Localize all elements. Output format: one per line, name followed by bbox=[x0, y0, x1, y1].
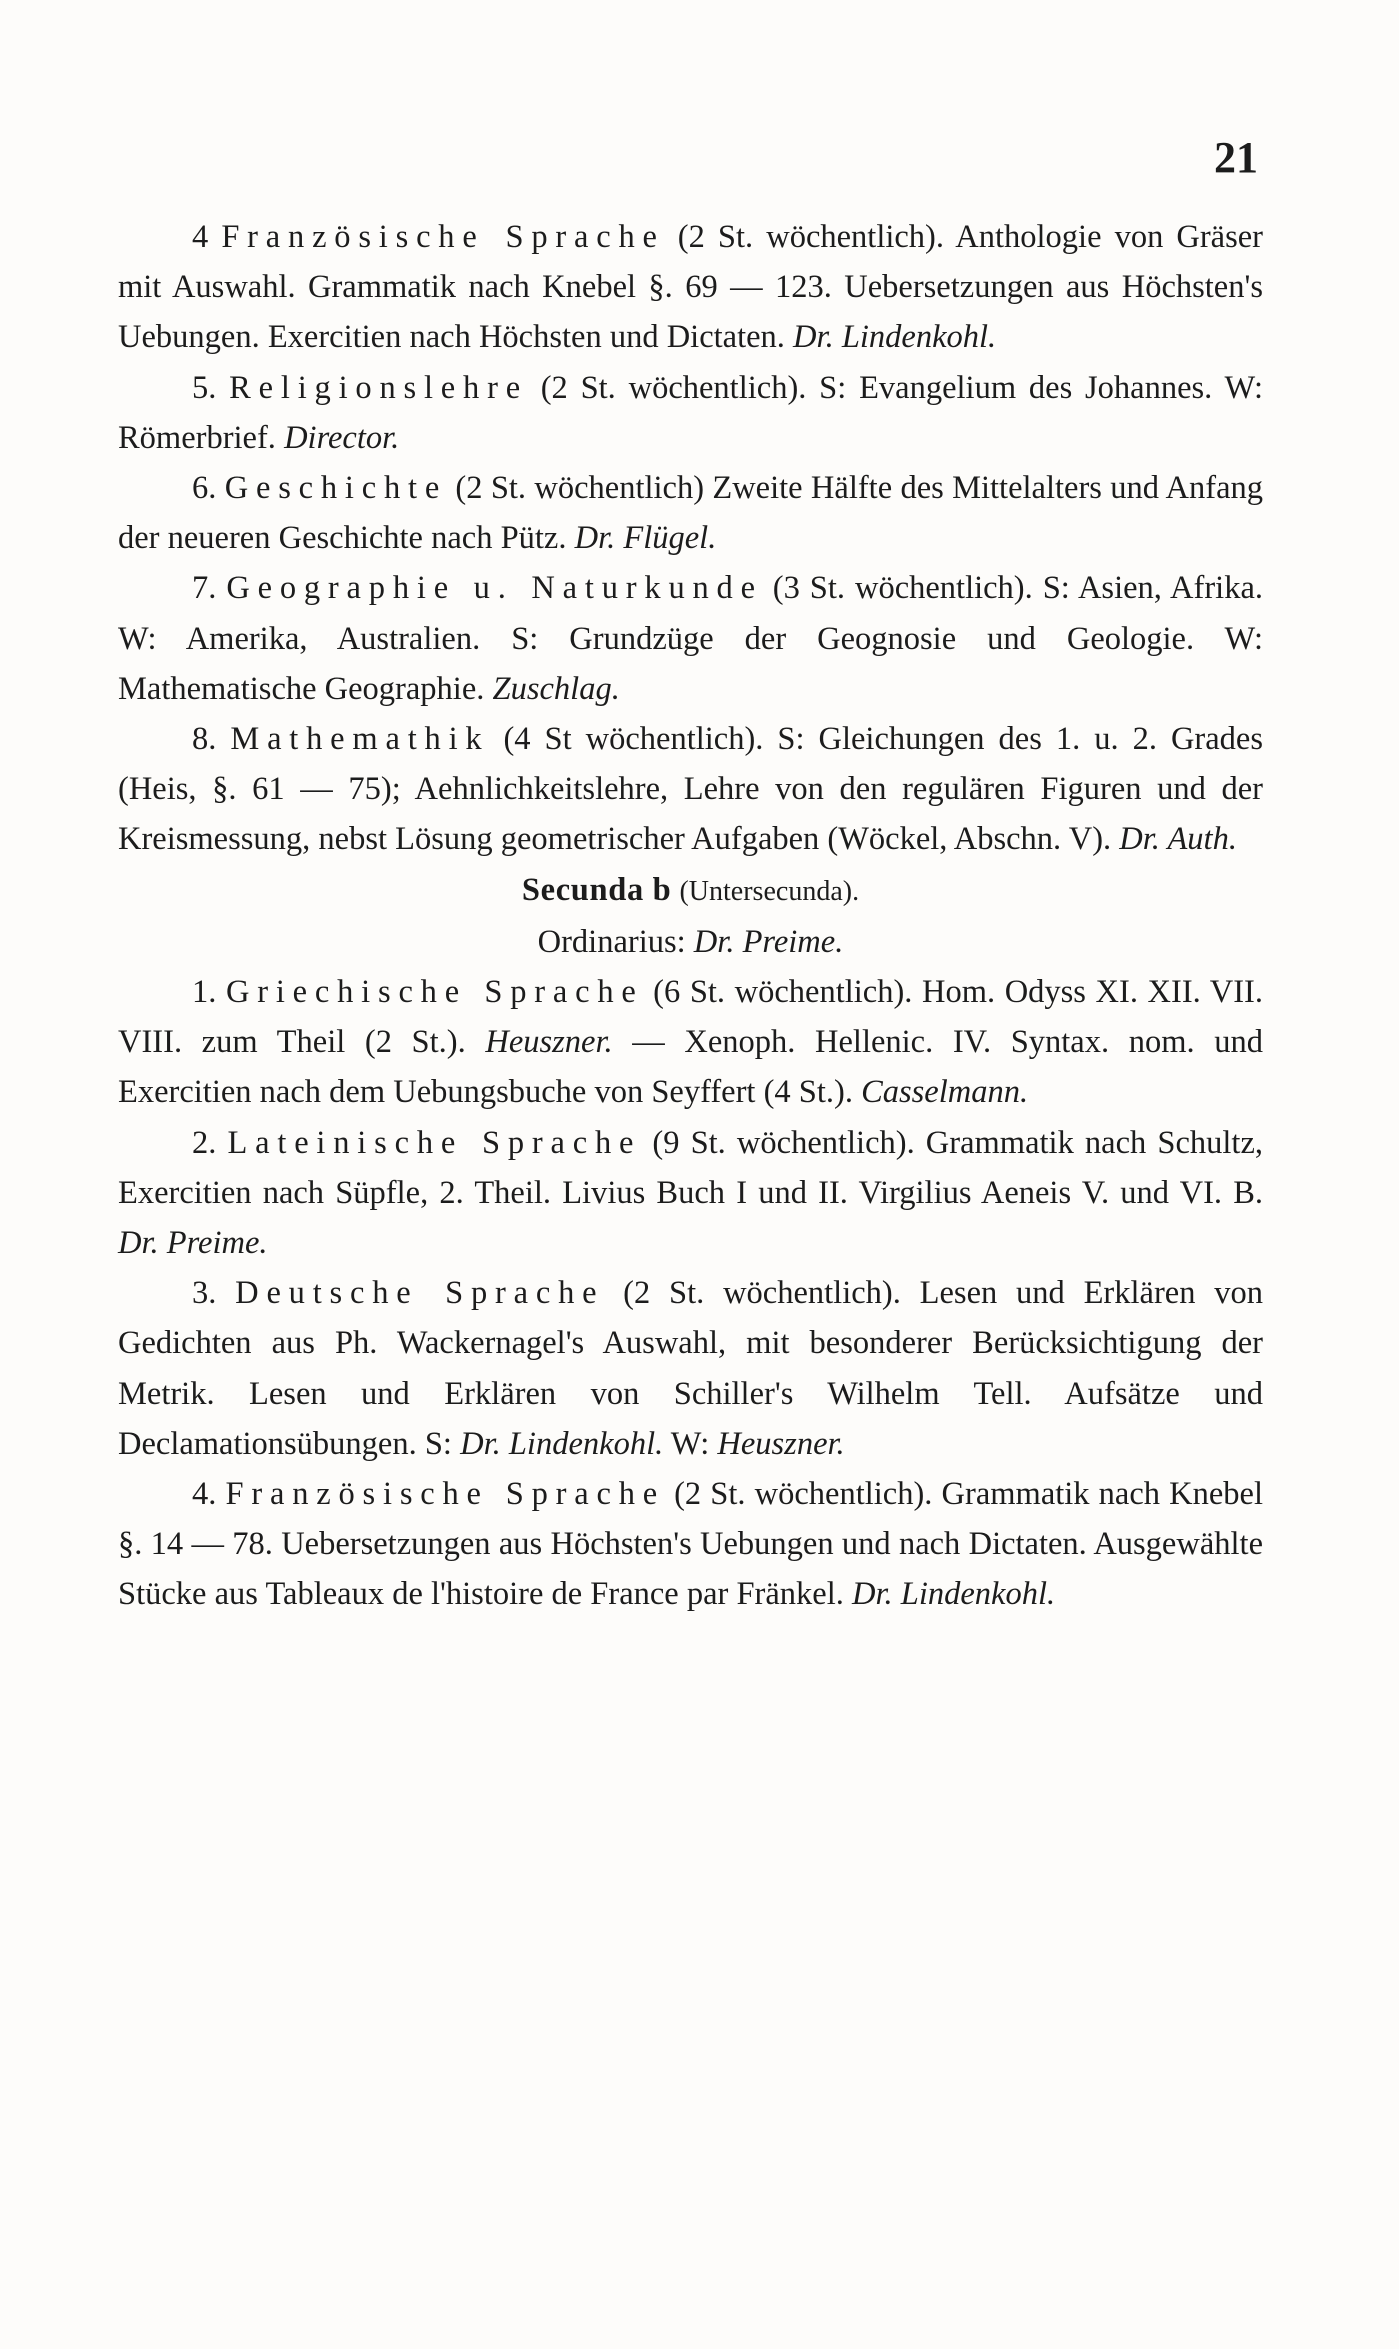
list-item-geography: 7. Geographie u. Naturkunde (3 St. wöchentlich). S: Asien, Afrika. W: Amerika, Australien. S: Grundzüge der Geognosie und Geologie. W: Mathematische Geographie. Zuschlag. bbox=[118, 570, 1264, 707]
teacher-name: Heuszner. bbox=[485, 1024, 613, 1061]
section-subtitle: (Untersecunda). bbox=[679, 875, 860, 907]
subject-title: Lateinische Sprache bbox=[227, 1124, 642, 1161]
page-number: 21 bbox=[1214, 133, 1258, 182]
teacher-name: Dr. Lindenkohl. bbox=[460, 1425, 664, 1462]
list-item-mathematics: 8. Mathemathik (4 St wöchentlich). S: Gleichungen des 1. u. 2. Grades (Heis, §. 61 — 75); Aehnlichkeitslehre, Lehre von den regulären Figuren und der Kreismessung, nebst Lösung geometrischer Aufgaben (Wöckel, Abschn. V). Dr. Auth. bbox=[118, 721, 1264, 858]
list-item-greek: 1. Griechische Sprache (6 St. wöchentlich). Hom. Odyss XI. XII. VII. VIII. zum Theil (2 St.). Heuszner. — Xenoph. Hellenic. IV. Syntax. nom. und Exercitien nach dem Uebungsbuche von Seyffert (4 St.). Casselmann. bbox=[118, 974, 1263, 1111]
section-heading bbox=[118, 865, 1263, 917]
teacher-name: Dr. Lindenkohl. bbox=[852, 1576, 1056, 1613]
page-text bbox=[118, 212, 1263, 1620]
subject-title: Griechische Sprache bbox=[225, 974, 644, 1011]
teacher-name: Heuszner. bbox=[717, 1425, 845, 1462]
teacher-name: Casselmann. bbox=[861, 1074, 1029, 1111]
teacher-name: Director. bbox=[284, 419, 400, 456]
teacher-name: Dr. Preime. bbox=[118, 1225, 268, 1262]
subject-title: Geographie u. Naturkunde bbox=[226, 570, 763, 607]
teacher-name: Dr. Flügel. bbox=[574, 520, 717, 557]
list-item-religion: 5. Religionslehre (2 St. wöchentlich). S: Evangelium des Johannes. W: Römerbrief. Director. bbox=[118, 369, 1264, 456]
subject-title: Französische Sprache bbox=[225, 1476, 665, 1513]
ordinarius-name: Dr. Preime. bbox=[693, 923, 844, 960]
ordinarius-label: Ordinarius: bbox=[537, 923, 686, 960]
list-item-french-secunda: 4. Französische Sprache (2 St. wöchentlich). Grammatik nach Knebel §. 14 — 78. Uebersetzungen aus Höchsten's Uebungen und nach Dictaten. Ausgewählte Stücke aus Tableaux de l'histoire de France par Fränkel. Dr. Lindenkohl. bbox=[118, 1476, 1263, 1613]
teacher-name: Dr. Auth. bbox=[1119, 821, 1237, 858]
subject-title: Religionslehre bbox=[229, 369, 528, 406]
subject-title: Deutsche Sprache bbox=[235, 1275, 605, 1312]
list-item-german: 3. Deutsche Sprache (2 St. wöchentlich). Lesen und Erklären von Gedichten aus Ph. Wackernagel's Auswahl, mit besonderer Berücksichtigung der Metrik. Lesen und Erklären von Schiller's Wilhelm Tell. Aufsätze und Declamationsübungen. S: Dr. Lindenkohl. W: Heuszner. bbox=[118, 1275, 1264, 1462]
subject-title: Geschichte bbox=[224, 470, 448, 507]
list-item-history: 6. Geschichte (2 St. wöchentlich) Zweite Hälfte des Mittelalters und Anfang der neueren Geschichte nach Pütz. Dr. Flügel. bbox=[118, 470, 1263, 557]
ordinarius-line bbox=[118, 917, 1263, 967]
teacher-name: Zuschlag. bbox=[492, 670, 620, 707]
subject-title: Mathemathik bbox=[230, 721, 490, 758]
subject-title: Französische Sprache bbox=[221, 219, 665, 255]
list-item-latin: 2. Lateinische Sprache (9 St. wöchentlich). Grammatik nach Schultz, Exercitien nach Süpfle, 2. Theil. Livius Buch I und II. Virgilius Aeneis V. und VI. B. Dr. Preime. bbox=[118, 1124, 1264, 1262]
teacher-name: Dr. Lindenkohl. bbox=[793, 319, 997, 356]
section-title: Secunda b bbox=[521, 871, 672, 908]
list-item-french-tertia: 4 Französische Sprache (2 St. wöchentlich). Anthologie von Gräser mit Auswahl. Grammatik nach Knebel §. 69 — 123. Uebersetzungen aus Höchsten's Uebungen. Exercitien nach Höchsten und Dictaten. Dr. Lindenkohl. bbox=[118, 219, 1263, 356]
